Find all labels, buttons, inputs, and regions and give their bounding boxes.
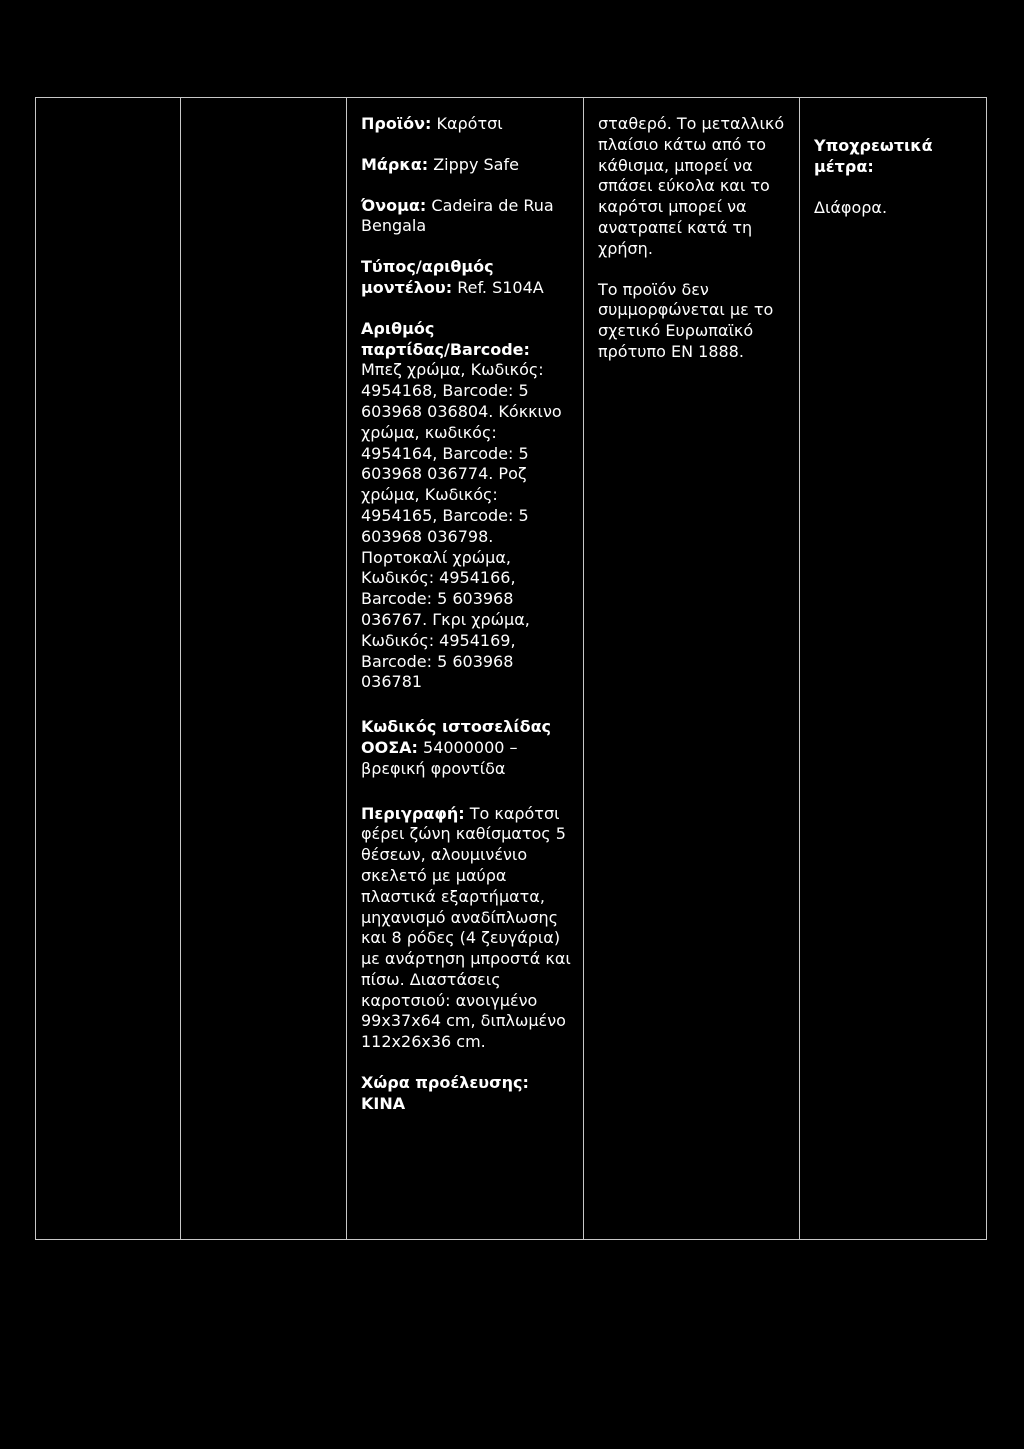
oecd-value: 54000000 – βρεφική φροντίδα [361, 737, 518, 778]
risk-paragraph-2: Το προϊόν δεν συμμορφώνεται με το σχετικό Ευρωπαϊκό πρότυπο EN 1888. [598, 279, 774, 361]
product-field [361, 114, 571, 135]
measures-label: Υποχρεωτικά μέτρα: [814, 136, 933, 176]
name-value: Cadeira de Rua Bengala [361, 195, 554, 236]
product-value: Καρότσι [436, 114, 503, 133]
brand-value: Zippy Safe [433, 154, 519, 174]
origin-label: Χώρα προέλευσης: [361, 1073, 529, 1093]
oecd-label: Κωδικός ιστοσελίδας ΟΟΣΑ: [361, 717, 552, 757]
name-label: Όνομα: [361, 195, 427, 215]
description-field [361, 804, 571, 1054]
risk-paragraph-1: σταθερό. Το μεταλλικό πλαίσιο κάτω από το κάθισμα, μπορεί να σπάσει εύκολα και το καρότσι μπορεί να ανατραπεί κατά τη χρήση. [598, 114, 785, 258]
notification-table [35, 97, 987, 1240]
table-cell-empty-2 [181, 98, 347, 1239]
measures-value: Διάφορα. [814, 197, 888, 217]
model-label: Τύπος/αριθμός μοντέλου: [361, 257, 494, 297]
description-label: Περιγραφή: [361, 803, 465, 823]
product-details [361, 114, 571, 1115]
product-label: Προϊόν: [361, 114, 432, 133]
model-field [361, 257, 571, 299]
brand-field [361, 155, 571, 176]
risk-description [598, 114, 796, 363]
model-value: Ref. S104A [457, 277, 544, 297]
oecd-field [361, 717, 571, 779]
risk-cell [584, 98, 800, 1239]
origin-value: ΚΙΝΑ [361, 1093, 406, 1113]
description-value: Το καρότσι φέρει ζώνη καθίσματος 5 θέσεων, αλουμινένιο σκελετό με μαύρα πλαστικά εξαρτήματα, μηχανισμό αναδίπλωσης και 8 ρόδες (4 ζευγάρια) με ανάρτηση μπροστά και πίσω. Διαστάσεις καροτσιού: ανοιγμένο 99x37x64 cm, διπλωμένο 112x26x36 cm. [361, 803, 571, 1052]
origin-field [361, 1073, 571, 1115]
product-details-cell [347, 98, 584, 1239]
batch-label: Αριθμός παρτίδας/Barcode: [361, 318, 530, 359]
table-cell-empty-1 [36, 98, 181, 1239]
name-field [361, 196, 571, 238]
measures-content [814, 136, 984, 218]
batch-value: Μπεζ χρώμα, Κωδικός: 4954168, Barcode: 5 603968 036804. Κόκκινο χρώμα, κωδικός: 4954164, Barcode: 5 603968 036774. Ροζ χρώμα, Κωδικός: 4954165, Barcode: 5 603968 036798. Πορτοκαλί χρώμα, Κωδικός: 4954166, Barcode: 5 603968 036767. Γκρι χρώμα, Κωδικός: 4954169, Barcode: 5 603968 036781 [361, 360, 562, 692]
measures-cell [800, 98, 986, 1239]
brand-label: Μάρκα: [361, 154, 429, 174]
batch-field [361, 319, 571, 693]
